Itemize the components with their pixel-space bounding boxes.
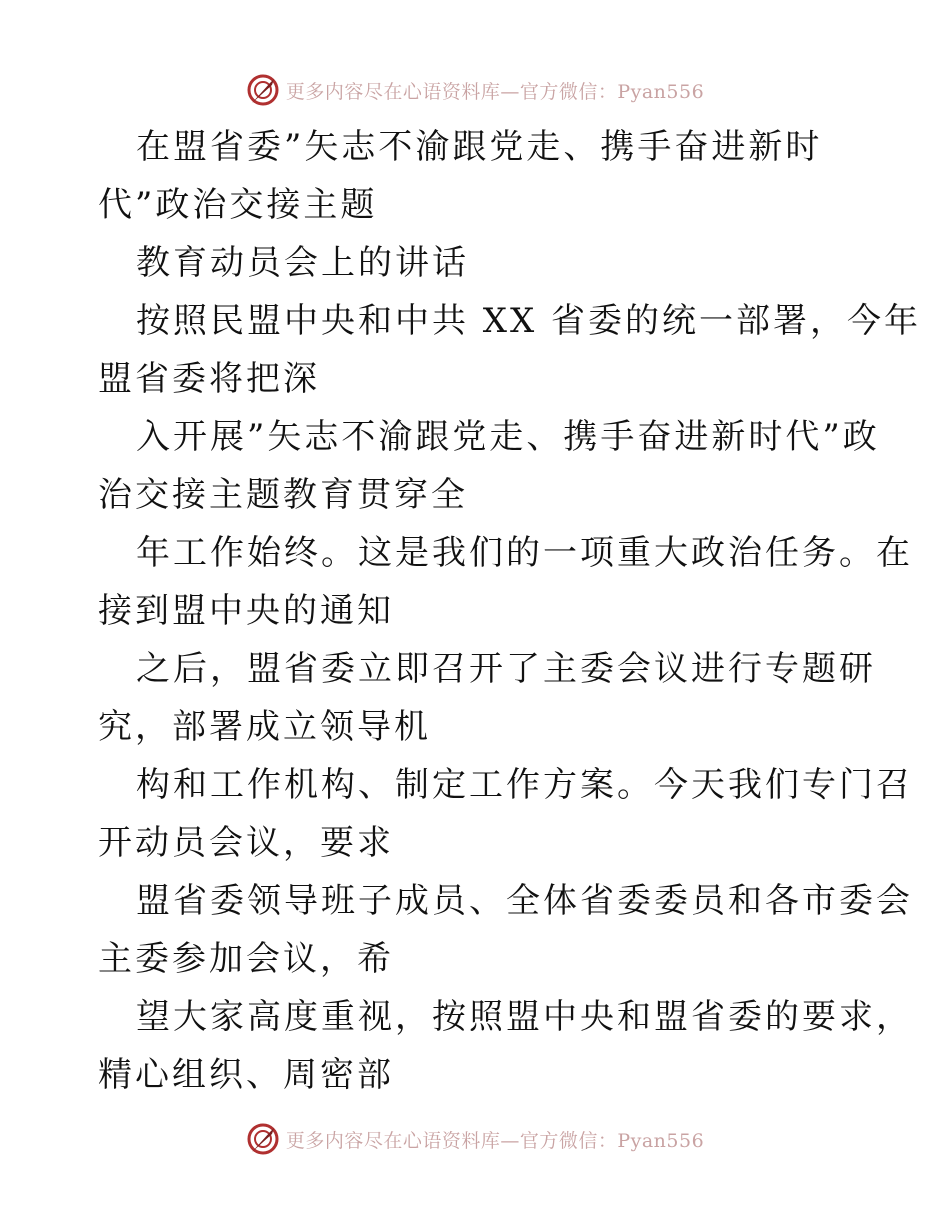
text-line: 在盟省委”矢志不渝跟党走、携手奋进新时 (136, 127, 823, 167)
text-line: 代”政治交接主题 (98, 185, 378, 225)
text-line: 盟省委将把深 (98, 359, 320, 399)
quill-logo-icon (246, 73, 280, 107)
text-line: 望大家高度重视，按照盟中央和盟省委的要求， (136, 997, 913, 1037)
text-line: 入开展”矢志不渝跟党走、携手奋进新时代”政 (136, 417, 880, 457)
text-line: 构和工作机构、制定工作方案。今天我们专门召 (136, 765, 913, 805)
text-line: 精心组织、周密部 (98, 1055, 394, 1095)
text-line: 治交接主题教育贯穿全 (98, 475, 468, 515)
text-line: 主委参加会议，希 (98, 939, 394, 979)
watermark-text: 更多内容尽在心语资料库—官方微信：Pyan556 (285, 1129, 705, 1152)
text-line: 按照民盟中央和中共 XX 省委的统一部署，今年 (136, 301, 922, 341)
header-watermark-banner (0, 70, 950, 110)
footer-watermark-banner (0, 1119, 950, 1159)
quill-logo-icon (246, 1122, 280, 1156)
text-line: 之后，盟省委立即召开了主委会议进行专题研 (136, 649, 876, 689)
text-line: 教育动员会上的讲话 (136, 243, 469, 283)
text-line: 年工作始终。这是我们的一项重大政治任务。在 (136, 533, 913, 573)
text-line: 究，部署成立领导机 (98, 707, 431, 747)
text-line: 开动员会议，要求 (98, 823, 394, 863)
text-line: 接到盟中央的通知 (98, 591, 394, 631)
text-line: 盟省委领导班子成员、全体省委委员和各市委会 (136, 881, 913, 921)
watermark-text: 更多内容尽在心语资料库—官方微信：Pyan556 (285, 80, 705, 103)
